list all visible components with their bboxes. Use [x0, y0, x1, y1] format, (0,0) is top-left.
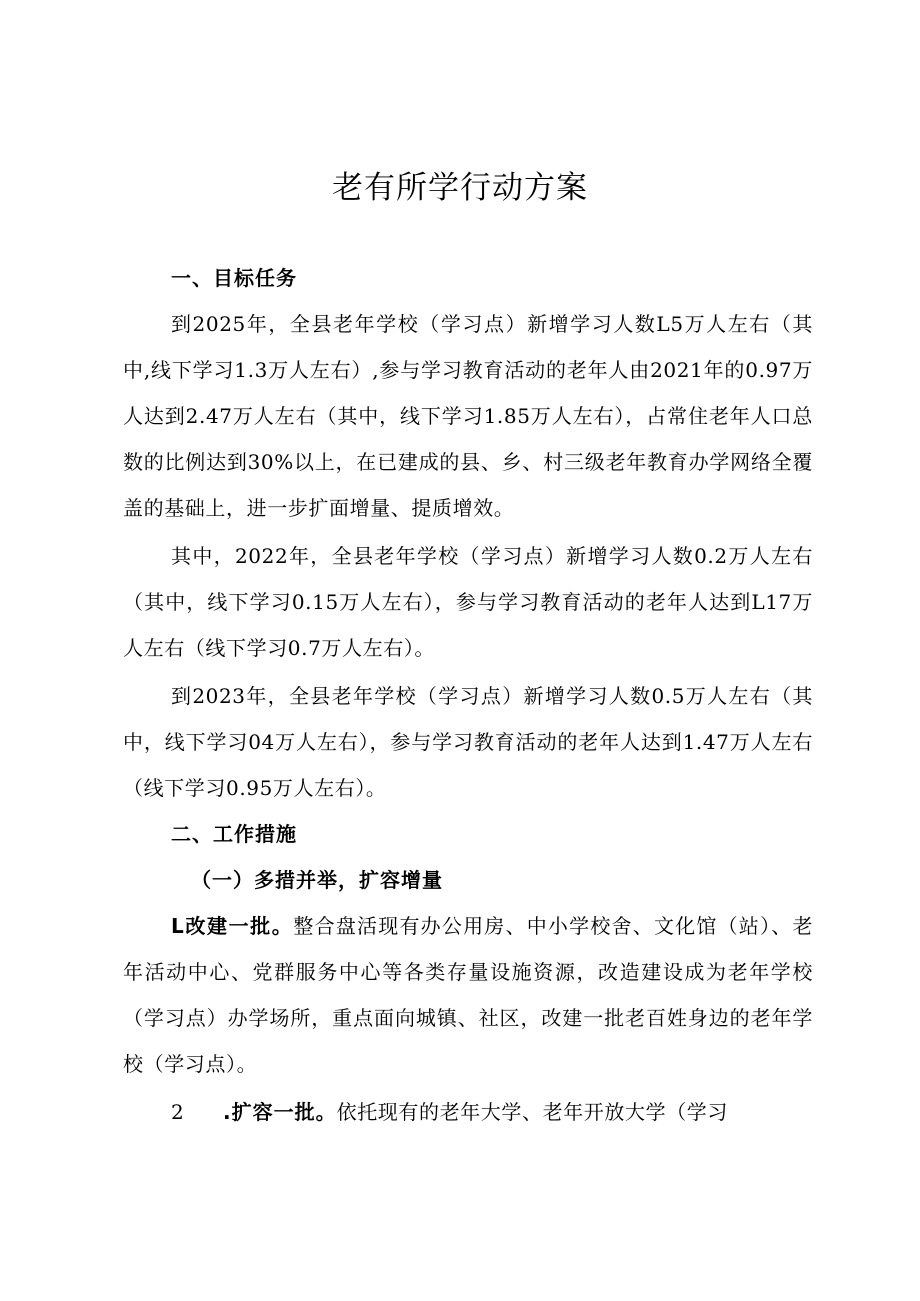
list-item-rebuild: [123, 903, 813, 1087]
document-body: [123, 255, 813, 1135]
paragraph-goal-2022: 其中，2022年，全县老年学校（学习点）新增学习人数0.2万人左右（其中，线下学习0.15万人左右），参与学习教育活动的老年人达到L17万人左右（线下学习0.7万人左右）。: [123, 544, 813, 660]
list-item-number: 2: [171, 1100, 185, 1124]
paragraph-goal-2025: 到2025年，全县老年学校（学习点）新增学习人数L5万人左右（其中,线下学习1.3万人左右）,参与学习教育活动的老年人由2021年的0.97万人达到2.47万人左右（其中，线下学习1.85万人左右），占常住老年人口总数的比例达到30%以上，在已建成的县、乡、村三级老年教育办学网络全覆盖的基础上，进一步扩面增量、提质增效。: [123, 312, 813, 520]
list-item-lead: L改建一批。: [171, 914, 294, 938]
subsection-heading-expand: （一）多措并举，扩容增量: [191, 868, 443, 892]
list-item-text: 整合盘活现有办公用房、中小学校舍、文化馆（站）、老年活动中心、党群服务中心等各类存量设施资源，改造建设成为老年学校（学习点）办学场所，重点面向城镇、社区，改建一批老百姓身边的老年学校（学习点）。: [123, 914, 814, 1076]
section-heading-goals: 一、目标任务: [171, 266, 297, 290]
section-heading-measures: 二、工作措施: [171, 822, 297, 846]
list-item-lead: .扩容一批。: [223, 1100, 337, 1124]
paragraph-goal-2023: 到2023年，全县老年学校（学习点）新增学习人数0.5万人左右（其中，线下学习04万人左右），参与学习教育活动的老年人达到1.47万人左右（线下学习0.95万人左右）。: [123, 684, 813, 800]
document-title: 老有所学行动方案: [332, 170, 588, 206]
list-item-text: 依托现有的老年大学、老年开放大学（学习: [336, 1100, 729, 1124]
list-item-expand: [123, 1089, 813, 1135]
